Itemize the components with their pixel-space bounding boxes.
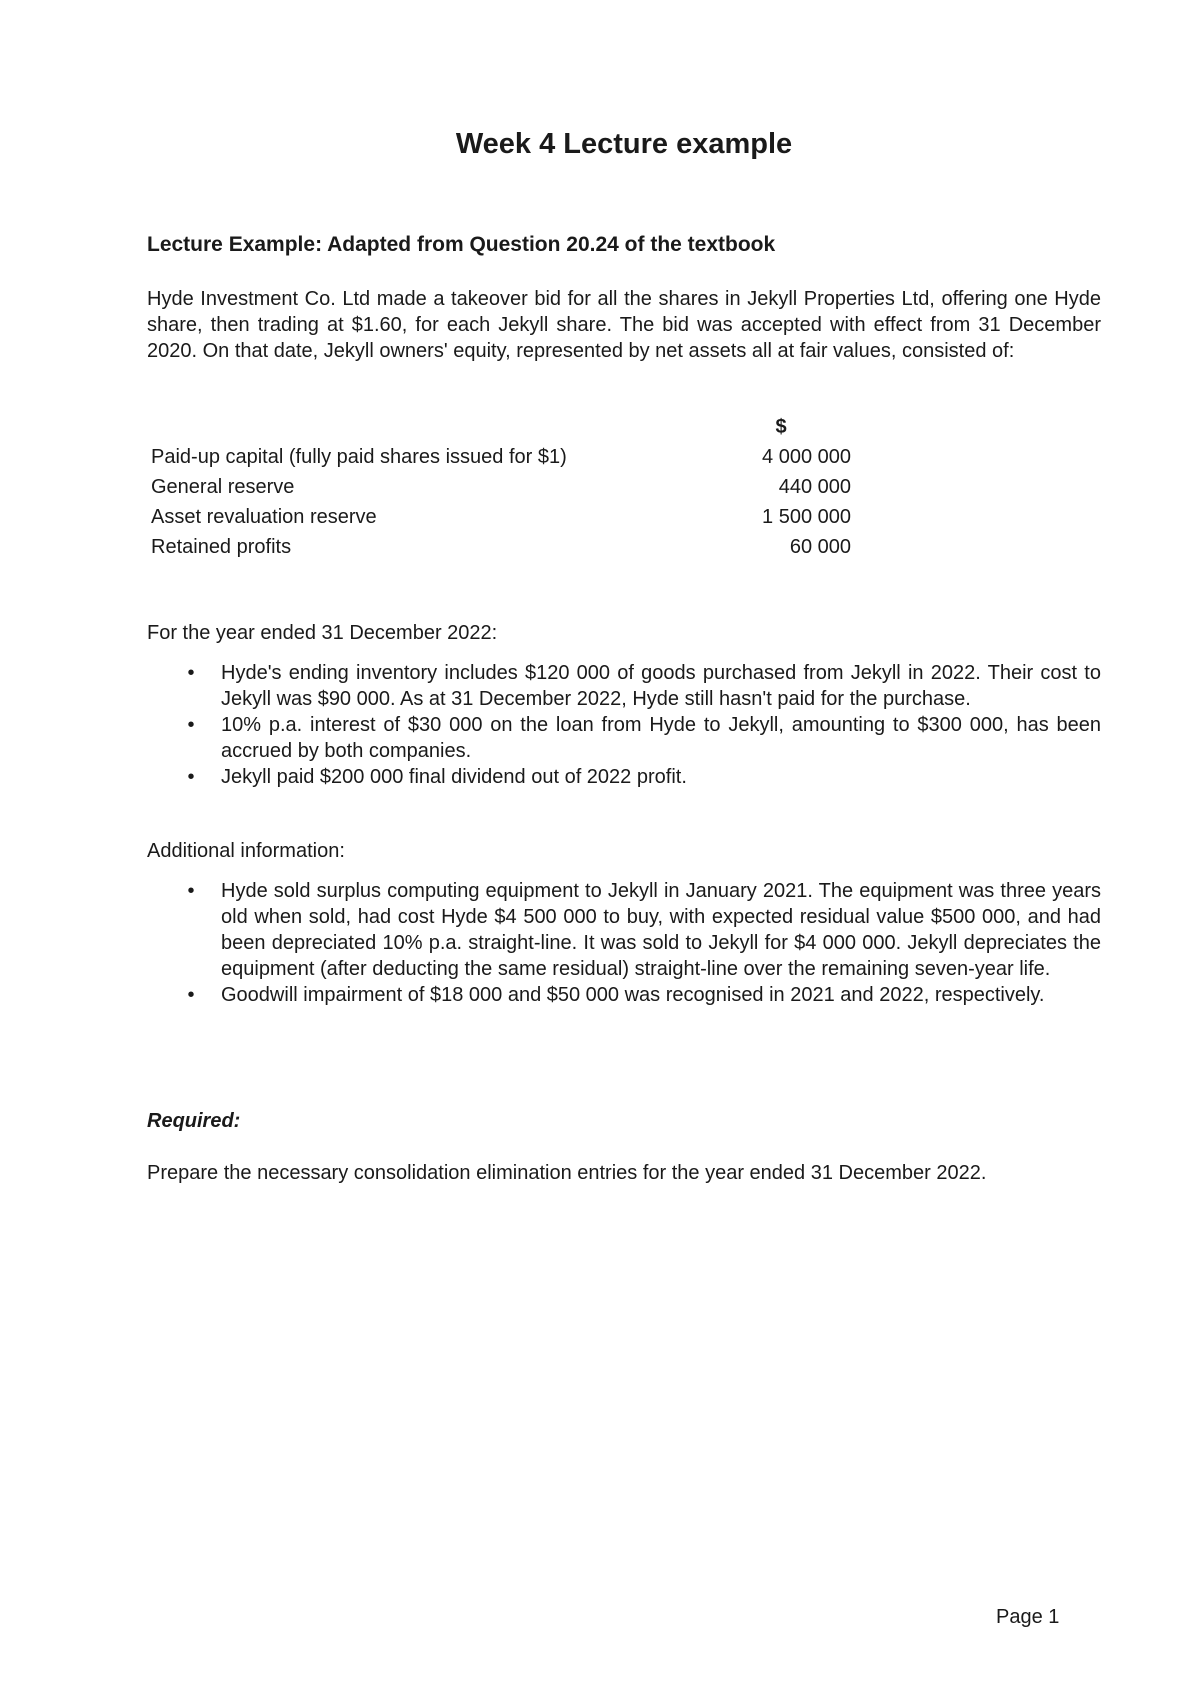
list-item	[147, 712, 1101, 764]
section-heading: Lecture Example: Adapted from Question 20.24 of the textbook	[147, 233, 776, 256]
equity-row-amount: 4 000 000	[762, 446, 851, 468]
intro-paragraph: Hyde Investment Co. Ltd made a takeover bid for all the shares in Jekyll Properties Ltd, offering one Hyde share, then trading at $1.60, for each Jekyll share. The bid was accepted with effect from 31 December 2020. On that date, Jekyll owners' equity, represented by net assets all at fair values, consisted of:	[147, 288, 1101, 362]
list-item	[147, 660, 1101, 712]
list-item-text: Hyde sold surplus computing equipment to Jekyll in January 2021. The equipment was three years old when sold, had cost Hyde $4 500 000 to buy, with expected residual value $500 000, and had been depreciated 10% p.a. straight-line. It was sold to Jekyll for $4 000 000. Jekyll depreciates the equipment (after deducting the same residual) straight-line over the remaining seven-year life.	[221, 880, 1101, 980]
page-number: Page 1	[996, 1606, 1060, 1628]
list-item	[147, 878, 1101, 982]
equity-row-asset-revaluation-reserve	[151, 502, 851, 532]
equity-row-amount: 60 000	[789, 536, 851, 558]
bullet-icon: •	[187, 984, 195, 1006]
bullet-icon: •	[187, 880, 195, 902]
equity-table	[151, 412, 851, 562]
list-item-text: Hyde's ending inventory includes $120 000 of goods purchased from Jekyll in 2022. Their cost to Jekyll was $90 000. As at 31 December 2022, Hyde still hasn't paid for the purchase.	[221, 662, 1101, 710]
additional-bullet-list	[147, 878, 1101, 1008]
list-item-text: Jekyll paid $200 000 final dividend out of 2022 profit.	[221, 766, 687, 788]
additional-info-heading: Additional information:	[147, 840, 345, 862]
equity-row-label: Asset revaluation reserve	[151, 506, 377, 528]
equity-row-amount: 1 500 000	[762, 506, 851, 528]
equity-row-amount: 440 000	[778, 476, 851, 498]
list-item-text: Goodwill impairment of $18 000 and $50 000 was recognised in 2021 and 2022, respectively.	[221, 984, 1045, 1006]
list-item	[147, 982, 1101, 1008]
year-heading: For the year ended 31 December 2022:	[147, 622, 498, 644]
bullet-icon: •	[187, 766, 195, 788]
equity-row-label: General reserve	[151, 476, 295, 498]
required-text: Prepare the necessary consolidation elimination entries for the year ended 31 December 2022.	[147, 1162, 987, 1184]
page-title: Week 4 Lecture example	[455, 128, 793, 160]
currency-header: $	[775, 416, 787, 438]
list-item	[147, 764, 1101, 790]
bullet-icon: •	[187, 662, 195, 684]
list-item-text: 10% p.a. interest of $30 000 on the loan from Hyde to Jekyll, amounting to $300 000, has been accrued by both companies.	[221, 714, 1101, 762]
equity-row-label: Retained profits	[151, 536, 292, 558]
equity-row-general-reserve	[151, 472, 851, 502]
equity-row-label: Paid-up capital (fully paid shares issued for $1)	[151, 446, 567, 468]
equity-row-retained-profits	[151, 532, 851, 562]
required-label: Required:	[147, 1110, 241, 1132]
equity-table-header-row	[151, 412, 851, 442]
bullet-icon: •	[187, 714, 195, 736]
equity-row-paid-up-capital	[151, 442, 851, 472]
year-bullet-list	[147, 660, 1101, 790]
